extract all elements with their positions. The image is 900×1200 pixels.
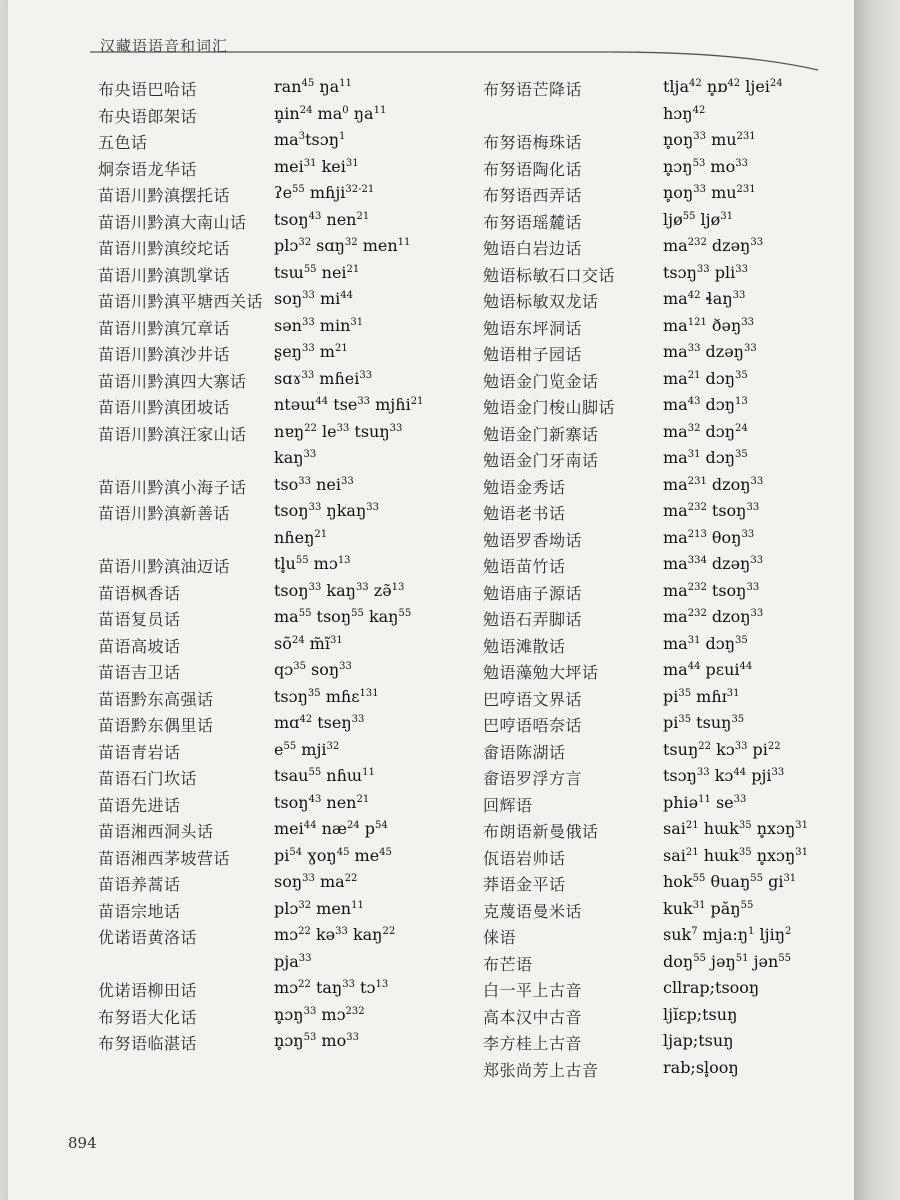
language-name: 勉语苗竹话 <box>483 557 566 576</box>
phonetic-transcription: mɔ$^{22}$ kə$^{33}$ kaŋ$^{22}$ <box>274 925 396 944</box>
language-name: 优诺语黄洛话 <box>98 928 198 947</box>
language-name: 勉语柑子园话 <box>483 345 583 364</box>
phonetic-transcription: tlja$^{42}$ n̥ɒ$^{42}$ ljei$^{24}$ <box>663 77 783 96</box>
language-name: 苗语养蒿话 <box>98 875 181 894</box>
language-name: 布央语郎架话 <box>98 106 198 126</box>
header-curved-rule <box>90 38 820 78</box>
phonetic-transcription: tsau$^{55}$ nɦɯ$^{11}$ <box>274 766 375 785</box>
phonetic-transcription: ntəɯ$^{44}$ tse$^{33}$ mjɦi$^{21}$ <box>274 395 424 414</box>
language-name: 勉语石弄脚话 <box>483 610 583 629</box>
language-name: 畲语陈湖话 <box>483 742 566 762</box>
phonetic-transcription: tsɔŋ$^{33}$ pli$^{33}$ <box>663 262 748 282</box>
phonetic-transcription: $ma^{121}$ ðəŋ$^{33}$ <box>663 315 755 335</box>
language-name: 布努语梅珠话 <box>483 133 583 152</box>
phonetic-transcription: $ma^{231}$ dzoŋ$^{33}$ <box>663 474 764 494</box>
phonetic-transcription: $ma^{55}$ tsoŋ$^{55}$ kaŋ$^{55}$ <box>274 607 412 626</box>
phonetic-transcription: n̥ɔŋ$^{53}$ $mo^{33}$ <box>663 156 748 176</box>
language-name: 布芒语 <box>483 954 533 974</box>
language-name: 勉语滩散话 <box>483 636 566 656</box>
language-name: 苗语湘西洞头话 <box>98 822 214 841</box>
phonetic-transcription: doŋ$^{55}$ jəŋ$^{51}$ jən$^{55}$ <box>663 951 792 971</box>
language-name: 克蔑语曼米话 <box>483 901 583 921</box>
language-name: 郑张尚芳上古音 <box>483 1060 599 1080</box>
phonetic-transcription: hok$^{55}$ θuaŋ$^{55}$ $gi^{31}$ <box>663 872 797 891</box>
language-name: 布努语瑶麓话 <box>483 212 583 232</box>
language-name: 苗语川黔滇团坡话 <box>98 398 231 417</box>
phonetic-transcription: $e^{55}$ mji$^{32}$ <box>274 739 340 759</box>
phonetic-transcription: $ma^{44}$ pɛui$^{44}$ <box>663 660 753 679</box>
language-name: 苗语川黔滇沙井话 <box>98 345 231 364</box>
language-name: 勉语藻勉大坪话 <box>483 663 599 682</box>
phonetic-transcription: tsoŋ$^{33}$ ŋkaŋ$^{33}$ <box>274 501 379 520</box>
language-name: 苗语川黔滇汪家山话 <box>98 424 247 444</box>
language-name: 畲语罗浮方言 <box>483 769 583 788</box>
phonetic-transcription: $ma^{232}$ tsoŋ$^{33}$ <box>663 501 760 520</box>
phonetic-transcription: hɔŋ$^{42}$ <box>663 103 706 123</box>
phonetic-transcription: tsoŋ$^{43}$ nen$^{21}$ <box>274 209 370 229</box>
phonetic-transcription: $ma^{33}$ dzəŋ$^{33}$ <box>663 342 757 361</box>
phonetic-transcription: plɔ$^{32}$ sɑŋ$^{32}$ men$^{11}$ <box>274 236 411 255</box>
language-name: 苗语宗地话 <box>98 901 181 921</box>
running-header-title: 汉藏语语音和词汇 <box>100 37 229 55</box>
language-name: 布努语西弄话 <box>483 186 583 205</box>
phonetic-transcription: $ma^{31}$ dɔŋ$^{35}$ <box>663 448 748 467</box>
phonetic-transcription: ljø$^{55}$ ljø$^{31}$ <box>663 209 733 229</box>
phonetic-transcription: qɔ$^{35}$ soŋ$^{33}$ <box>274 660 352 679</box>
phonetic-transcription: tsoŋ$^{43}$ nen$^{21}$ <box>274 792 370 812</box>
phonetic-transcription: tsoŋ$^{33}$ kaŋ$^{33}$ zə̃$^{13}$ <box>274 580 405 600</box>
language-name: 苗语川黔滇大南山话 <box>98 212 247 232</box>
language-name: 五色话 <box>98 133 148 152</box>
phonetic-transcription: ʔe$^{55}$ mɦji$^{32-21}$ <box>274 183 375 202</box>
phonetic-transcription: soŋ$^{33}$ $mi^{44}$ <box>274 289 353 308</box>
language-name: 苗语枫香话 <box>98 583 181 603</box>
phonetic-transcription: ljĭɛp;tsuŋ <box>663 1004 738 1024</box>
phonetic-transcription: n̥ɔŋ$^{33}$ mɔ$^{232}$ <box>274 1004 365 1024</box>
language-name: 布努语大化话 <box>98 1007 198 1027</box>
phonetic-transcription: sai$^{21}$ hɯk$^{35}$ n̥xɔŋ$^{31}$ <box>663 819 809 838</box>
phonetic-transcription: tsɔŋ$^{35}$ mɦɛ$^{131}$ <box>274 686 379 706</box>
language-name: 苗语川黔滇凯掌话 <box>98 265 231 285</box>
phonetic-transcription: $ma^{232}$ dzəŋ$^{33}$ <box>663 236 764 255</box>
language-name: 优诺语柳田话 <box>98 981 198 1000</box>
book-page <box>8 0 854 1200</box>
phonetic-transcription: ran$^{45}$ $ŋa^{11}$ <box>274 77 352 96</box>
phonetic-transcription: $pi^{35}$ tsuŋ$^{35}$ <box>663 713 745 732</box>
language-name: 苗语川黔滇摆托话 <box>98 186 231 205</box>
language-name: 高本汉中古音 <box>483 1007 583 1027</box>
phonetic-transcription: $n̥oŋ^{33}$ $mu^{231}$ <box>663 130 756 149</box>
phonetic-transcription: $ma^{232}$ dzoŋ$^{33}$ <box>663 607 764 626</box>
language-name: 布努语芒降话 <box>483 80 583 99</box>
language-name: 莽语金平话 <box>483 875 566 894</box>
phonetic-transcription: mɑ$^{42}$ tseŋ$^{33}$ <box>274 713 365 732</box>
language-name: 勉语标敏石口交话 <box>483 265 616 285</box>
language-name: 勉语白岩边话 <box>483 239 583 258</box>
phonetic-transcription: $ma^{31}$ dɔŋ$^{35}$ <box>663 633 748 653</box>
language-name: 苗语川黔滇油迈话 <box>98 557 231 576</box>
phonetic-transcription: ʂeŋ$^{33}$ $m^{21}$ <box>274 342 348 361</box>
language-name: 苗语湘西茅坡营话 <box>98 848 231 868</box>
language-name: 勉语罗香坳话 <box>483 530 583 550</box>
phonetic-transcription: plɔ$^{32}$ men$^{11}$ <box>274 898 364 918</box>
phonetic-transcription: $ma^{42}$ ɬaŋ$^{33}$ <box>663 289 746 308</box>
language-name: 勉语金秀话 <box>483 477 566 497</box>
language-name: 苗语川黔滇四大寨话 <box>98 371 247 391</box>
language-name: 苗语黔东偶里话 <box>98 716 214 735</box>
phonetic-transcription: $pi^{54}$ ɣoŋ$^{45}$ $me^{45}$ <box>274 845 392 865</box>
language-name: 巴哼语文界话 <box>483 689 583 709</box>
language-name: 苗语川黔滇绞坨话 <box>98 239 231 258</box>
language-name: 回辉语 <box>483 795 533 815</box>
language-name: 布努语陶化话 <box>483 159 583 179</box>
phonetic-transcription: ljap;tsuŋ <box>663 1031 734 1050</box>
language-name: 苗语川黔滇新善话 <box>98 504 231 523</box>
language-name: 俫语 <box>483 928 517 947</box>
phonetic-transcription: tso$^{33}$ nei$^{33}$ <box>274 474 354 494</box>
language-name: 苗语高坡话 <box>98 636 181 656</box>
book-gutter <box>854 0 900 1200</box>
phonetic-transcription: nɐŋ$^{22}$ $le^{33}$ tsuŋ$^{33}$ <box>274 421 403 441</box>
language-name: 苗语黔东高强话 <box>98 689 214 709</box>
phonetic-transcription: $sõ^{24}$ $m̃ĩ^{31}$ <box>274 633 343 653</box>
language-name: 苗语青岩话 <box>98 742 181 762</box>
phonetic-transcription: $tl̥u^{55}$ mɔ$^{13}$ <box>274 554 351 573</box>
phonetic-transcription: mei$^{31}$ kei$^{31}$ <box>274 156 359 176</box>
phonetic-transcription: sən$^{33}$ $\min^{31}$ <box>274 315 364 335</box>
phonetic-transcription: rab;sl̥ooŋ <box>663 1057 739 1077</box>
language-name: 苗语川黔滇平塘西关话 <box>98 292 264 311</box>
phonetic-transcription: pja$^{33}$ <box>274 951 312 971</box>
phonetic-transcription: mɔ$^{22}$ taŋ$^{33}$ tɔ$^{13}$ <box>274 978 389 997</box>
language-name: 苗语川黔滇小海子话 <box>98 477 247 497</box>
phonetic-transcription: $ma^3tsɔŋ^1$ <box>274 130 346 149</box>
phonetic-transcription: sai$^{21}$ hɯk$^{35}$ n̥xɔŋ$^{31}$ <box>663 845 809 865</box>
phonetic-transcription: sɑɤ$^{33}$ mɦei$^{33}$ <box>274 368 373 388</box>
phonetic-transcription: $ma^{21}$ dɔŋ$^{35}$ <box>663 368 748 388</box>
phonetic-transcription: tsɯ$^{55}$ nei$^{21}$ <box>274 262 360 282</box>
language-name: 勉语老书话 <box>483 504 566 523</box>
phonetic-transcription: kuk$^{31}$ păŋ$^{55}$ <box>663 898 754 918</box>
phonetic-transcription: tsɔŋ$^{33}$ kɔ$^{44}$ pji$^{33}$ <box>663 766 785 785</box>
language-name: 布努语临湛话 <box>98 1034 198 1053</box>
phonetic-transcription: $n̥in^{24}$ $ma^0$ $ŋa^{11}$ <box>274 103 387 123</box>
language-name: 李方桂上古音 <box>483 1034 583 1053</box>
language-name: 苗语复员话 <box>98 610 181 629</box>
page-number: 894 <box>68 1134 97 1152</box>
language-name: 苗语川黔滇冗章话 <box>98 318 231 338</box>
language-name: 布央语巴哈话 <box>98 80 198 99</box>
phonetic-transcription: $ma^{32}$ dɔŋ$^{24}$ <box>663 421 748 441</box>
language-name: 炯奈语龙华话 <box>98 159 198 179</box>
language-name: 勉语庙子源话 <box>483 583 583 603</box>
language-name: 勉语标敏双龙话 <box>483 292 599 311</box>
language-name: 苗语先进话 <box>98 795 181 815</box>
phonetic-transcription: nɦeŋ$^{21}$ <box>274 527 328 547</box>
phonetic-transcription: soŋ$^{33}$ $ma^{22}$ <box>274 872 358 891</box>
language-name: 勉语东坪洞话 <box>483 318 583 338</box>
phonetic-transcription: $ma^{43}$ dɔŋ$^{13}$ <box>663 395 748 414</box>
phonetic-transcription: tsuŋ$^{22}$ kɔ$^{33}$ $pi^{22}$ <box>663 739 781 759</box>
phonetic-transcription: $ma^{213}$ θoŋ$^{33}$ <box>663 527 755 547</box>
language-name: 佤语岩帅话 <box>483 848 566 868</box>
phonetic-transcription: $pi^{35}$ mɦɪ$^{31}$ <box>663 686 740 706</box>
language-name: 白一平上古音 <box>483 981 583 1000</box>
phonetic-transcription: cllrap;tsooŋ <box>663 978 760 997</box>
phonetic-transcription: n̥ɔŋ$^{53}$ $mo^{33}$ <box>274 1031 359 1050</box>
phonetic-transcription: $ma^{232}$ tsoŋ$^{33}$ <box>663 580 760 600</box>
language-name: 勉语金门梭山脚话 <box>483 398 616 417</box>
phonetic-transcription: kaŋ$^{33}$ <box>274 448 317 467</box>
phonetic-transcription: phiə$^{11}$ $se^{33}$ <box>663 792 747 812</box>
language-name: 巴哼语唔奈话 <box>483 716 583 735</box>
language-name: 勉语金门牙南话 <box>483 451 599 470</box>
phonetic-transcription: suk$^7$ $mja:ŋ^1$ ljiŋ$^2$ <box>663 925 792 944</box>
phonetic-transcription: $ma^{334}$ dzəŋ$^{33}$ <box>663 554 764 573</box>
language-name: 布朗语新曼俄话 <box>483 822 599 841</box>
phonetic-transcription: $n̥oŋ^{33}$ $mu^{231}$ <box>663 183 756 202</box>
phonetic-transcription: mei$^{44}$ $næ^{24}$ $p^{54}$ <box>274 819 388 838</box>
language-name: 勉语金门览金话 <box>483 371 599 391</box>
language-name: 勉语金门新寨话 <box>483 424 599 444</box>
language-name: 苗语石门坎话 <box>98 769 198 788</box>
language-name: 苗语吉卫话 <box>98 663 181 682</box>
